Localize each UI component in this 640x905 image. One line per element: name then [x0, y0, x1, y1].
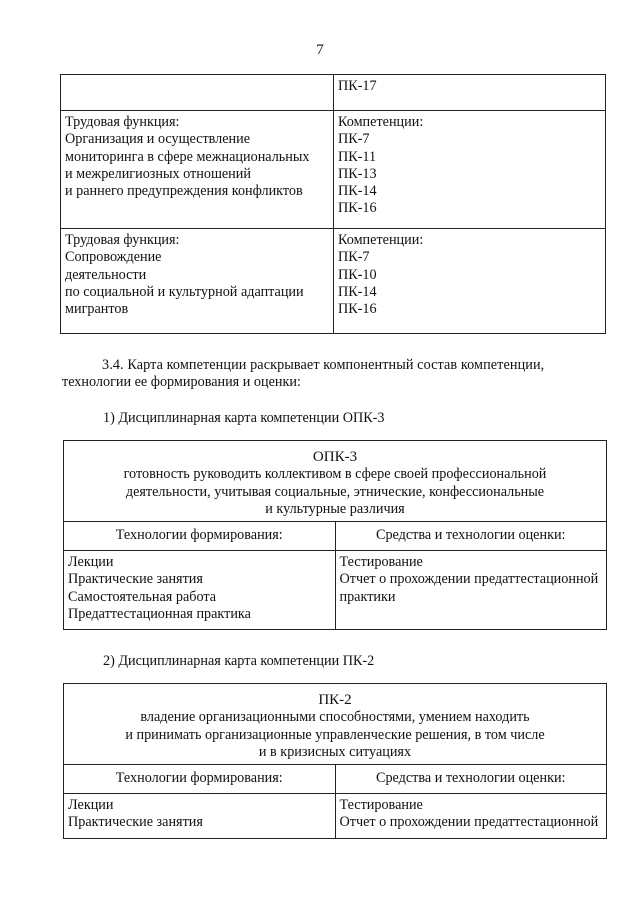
- table-row: [64, 684, 607, 765]
- text-line: ПК-13: [338, 165, 377, 182]
- heading-card-1: 1) Дисциплинарная карта компетенции ОПК-3: [103, 410, 385, 426]
- text-line: по социальной и культурной адаптации: [65, 283, 304, 300]
- column-header: Средства и технологии оценки:: [335, 522, 607, 551]
- table-row: [64, 765, 607, 794]
- text-line: ПК-7: [338, 249, 370, 266]
- labor-function-cell: [61, 229, 334, 334]
- competence-desc-line: готовность руководить коллективом в сфере своей профессиональной: [123, 466, 547, 483]
- assessment-tools-cell: [335, 794, 607, 839]
- competence-desc-line: владение организационными способностями, умением находить: [140, 709, 530, 726]
- text-line: ПК-7: [338, 131, 370, 148]
- text-line: ПК-16: [338, 301, 377, 318]
- text-line: ПК-14: [338, 283, 377, 300]
- card-header: [64, 441, 607, 522]
- text-line: Компетенции:: [338, 232, 424, 248]
- table-row: [61, 229, 606, 334]
- competence-desc-line: и в кризисных ситуациях: [258, 743, 412, 760]
- competencies-cell: [334, 229, 606, 334]
- text-line: практики: [339, 588, 396, 605]
- text-line: мониторинга в сфере межнациональных: [65, 148, 310, 165]
- competence-code: ОПК-3: [312, 449, 358, 465]
- text-line: Отчет о прохождении предаттестационной: [339, 571, 599, 588]
- text-line: Трудовая функция:: [65, 232, 180, 248]
- table-row: [64, 794, 607, 839]
- column-header: Средства и технологии оценки:: [335, 765, 607, 794]
- card-header: [64, 684, 607, 765]
- table-row: [61, 75, 606, 111]
- table-row: [64, 441, 607, 522]
- heading-card-2: 2) Дисциплинарная карта компетенции ПК-2: [103, 653, 375, 669]
- competence-code: ПК-2: [318, 692, 352, 708]
- competencies-cell: [334, 111, 606, 229]
- text-line: Тестирование: [339, 797, 423, 814]
- competence-desc-line: и культурные различия: [265, 500, 405, 517]
- text-line: деятельности: [65, 266, 147, 283]
- text-line: Трудовая функция:: [65, 114, 180, 130]
- table-row: [61, 111, 606, 229]
- paragraph-line: технологии ее формирования и оценки:: [62, 374, 301, 391]
- text-line: Практические занятия: [68, 814, 203, 831]
- text-line: и межрелигиозных отношений: [65, 165, 251, 182]
- paragraph-3-4: [62, 357, 608, 392]
- competence-card-opk3: [63, 440, 607, 630]
- paragraph-line: 3.4. Карта компетенции раскрывает компонентный состав компетенции,: [102, 357, 545, 373]
- text-line: Предаттестационная практика: [68, 606, 251, 623]
- text-line: Практические занятия: [68, 571, 203, 588]
- table-row: [64, 522, 607, 551]
- competence-desc-line: деятельности, учитывая социальные, этнические, конфессиональные: [125, 483, 545, 500]
- text-line: Самостоятельная работа: [68, 588, 217, 605]
- text-line: Компетенции:: [338, 114, 424, 130]
- text-line: Отчет о прохождении предаттестационной: [339, 814, 599, 831]
- labor-function-cell: [61, 111, 334, 229]
- competence-desc-line: и принимать организационные управленческие решения, в том числе: [125, 726, 545, 743]
- text-line: Сопровождение: [65, 249, 162, 266]
- text-line: Тестирование: [339, 554, 423, 571]
- table-row: [64, 551, 607, 630]
- text-line: ПК-14: [338, 183, 377, 200]
- labor-functions-table: [60, 74, 606, 334]
- text-line: ПК-17: [338, 78, 377, 94]
- column-header: Технологии формирования:: [64, 522, 336, 551]
- page-number: 7: [316, 42, 324, 58]
- text-line: и раннего предупреждения конфликтов: [65, 183, 303, 200]
- text-line: Лекции: [68, 554, 114, 571]
- competence-card-pk2: [63, 683, 607, 839]
- text-line: Лекции: [68, 797, 114, 814]
- formation-technologies-cell: [64, 794, 336, 839]
- table-cell: [61, 75, 334, 111]
- text-line: ПК-11: [338, 148, 377, 165]
- assessment-tools-cell: [335, 551, 607, 630]
- text-line: Организация и осуществление: [65, 131, 251, 148]
- text-line: мигрантов: [65, 301, 129, 318]
- text-line: ПК-16: [338, 200, 377, 217]
- table-cell: [334, 75, 606, 111]
- text-line: ПК-10: [338, 266, 377, 283]
- formation-technologies-cell: [64, 551, 336, 630]
- column-header: Технологии формирования:: [64, 765, 336, 794]
